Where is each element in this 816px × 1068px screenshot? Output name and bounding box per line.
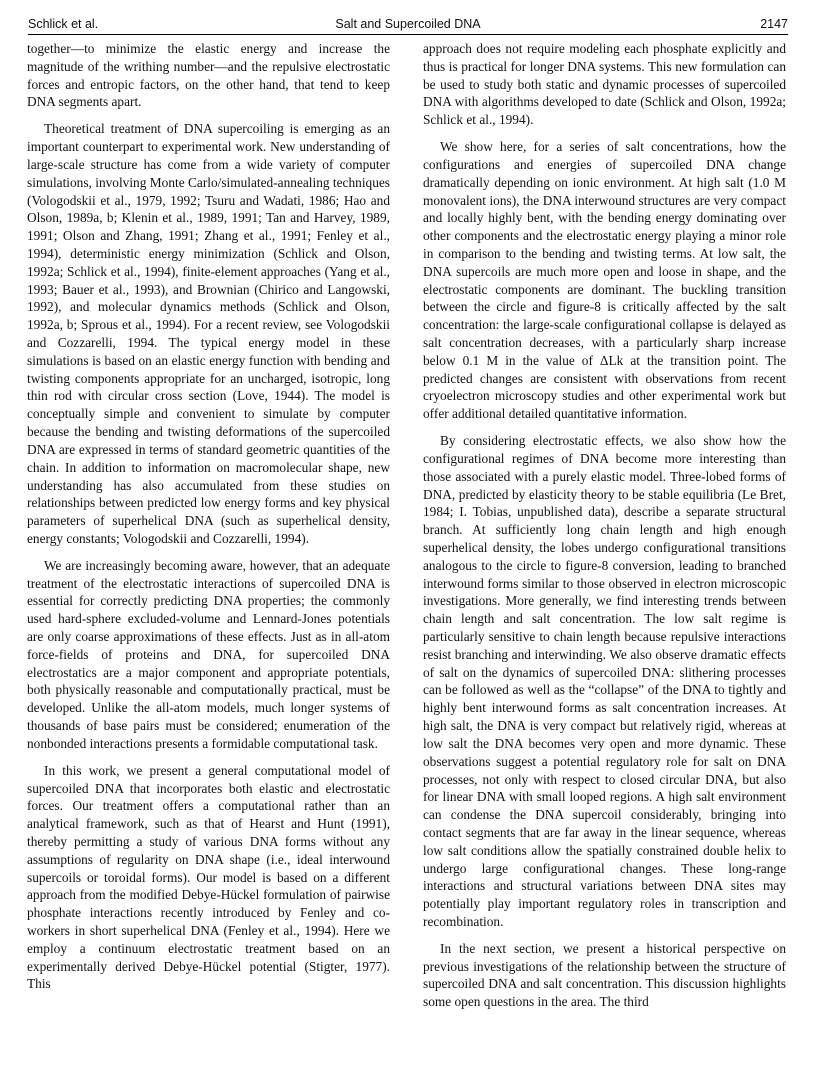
header-authors: Schlick et al. [28,17,99,31]
paragraph: In this work, we present a general computational model of supercoiled DNA that incorporates both elastic and electrostatic forces. Our treatment offers a computational rather than an analytical framework, such as that of Hearst and Hunt (1991), thereby permitting a study of various DNA forms without any assumptions of regularity on DNA shape (i.e., ideal interwound supercoils or toroidal forms). Our model is based on a different approach from the modified Debye-Hückel formulation of pairwise phosphate interactions recently introduced by Fenley and co-workers in short superhelical DNA (Fenley et al., 1994). Here we employ a continuum electrostatic treatment based on an experimentally derived Debye-Hückel potential (Stigter, 1977). This [27,762,390,992]
paragraph: together—to minimize the elastic energy and increase the magnitude of the writhing number—and the repulsive electrostatic forces and entropic factors, on the other hand, that tend to keep DNA segments apart. [27,41,390,110]
right-column [423,40,786,1020]
left-column [27,40,390,1002]
paragraph: In the next section, we present a historical perspective on previous investigations of the relationship between the structure of supercoiled DNA and salt concentration. This discussion highlights some open questions in the area. The third [423,940,786,1010]
paragraph: We show here, for a series of salt concentrations, how the configurations and energies of supercoiled DNA change dramatically depending on ionic environment. At high salt (1.0 M monovalent ions), the DNA interwound structures are very compact and locally highly bent, with the bending energy dominating over other components and the electrostatic energy playing a minor role in comparison to the bending and twisting terms. At low salt, the DNA supercoils are much more open and loose in shape, and the electrostatic components are dominant. The buckling transition between the circle and figure-8 is critically affected by the salt concentration: the large-scale configurational collapse is delayed as salt concentration decreases, with a particularly sharp increase below 0.1 M in the value of ΔLk at the transition point. The predicted changes are consistent with observations from recent cryoelectron microscopy studies and other experimental work but offer additional detailed quantitative information. [423,139,786,422]
page-number: 2147 [760,17,788,31]
header-title: Salt and Supercoiled DNA [335,17,481,31]
paragraph: We are increasingly becoming aware, however, that an adequate treatment of the electrostatic interactions of supercoiled DNA is essential for correctly predicting DNA properties; the commonly used hard-sphere excluded-volume and Lennard-Jones potentials are only coarse approximations of these effects. Just as in all-atom force-fields of proteins and DNA, for supercoiled DNA electrostatics are a major component and appropriate potentials, both physically reasonable and computationally practical, must be developed. Unlike the all-atom models, much longer systems of thousands of base pairs must be considered; enumeration of the nonbonded interactions presents a formidable computational task. [27,557,390,751]
paragraph: By considering electrostatic effects, we also show how the configurational regimes of DNA become more interesting than those associated with a purely elastic model. Three-lobed forms of DNA, predicted by elasticity theory to be stable equilibria (Le Bret, 1984; I. Tobias, unpublished data), describe a separate structural branch. At sufficiently long chain length and high enough superhelical density, the lobes undergo configurational transitions analogous to the circle to figure-8 conversion, leading to branched interwound forms similar to those observed in electron microscopic investigations. More generally, we find interesting trends between chain length and salt concentration. The low salt regime is particularly sensitive to chain length because repulsive interactions resist branching and interwinding. We also observe dramatic effects of salt on the dynamics of supercoiled DNA: slithering processes can be followed as well as the “collapse” of the DNA to tightly and highly bent interwound forms as salt concentration increases. At high salt, the DNA is very compact but relatively rigid, whereas at low salt the DNA becomes very open and more dynamic. These observations suggest a potential regulatory role for salt on DNA processes, not only with respect to closed circular DNA, but also for linear DNA with small looped regions. A high salt environment can condense the DNA supercoil considerably, bringing into contact segments that are far away in the linear sequence, whereas low salt conditions allow the spatially constrained double helix to undergo large configurational changes. These long-range interactions and structural variations between DNA sites may potentially play important regulatory roles in transcription and recombination. [423,433,786,929]
running-header [28,14,788,35]
paragraph: Theoretical treatment of DNA supercoiling is emerging as an important counterpart to experimental work. New understanding of large-scale structure has come from a wide variety of computer simulations, involving Monte Carlo/simulated-annealing techniques (Vologodskii et al., 1979, 1992; Tsuru and Wadati, 1986; Hao and Olson, 1989a, b; Klenin et al., 1989, 1991; Tan and Harvey, 1989, 1991; Olson and Zhang, 1991; Zhang et al., 1991; Fenley et al., 1994), deterministic energy minimization (Schlick and Olson, 1992a; Schlick et al., 1994), finite-element approaches (Yang et al., 1993; Bauer et al., 1993), and Brownian (Chirico and Langowski, 1992), and molecular dynamics methods (Schlick and Olson, 1992a, b; Sprous et al., 1994). For a recent review, see Vologodskii and Cozzarelli, 1994. The typical energy model in these simulations is based on an elastic energy function with bending and twisting components appropriate for an uncharged, isotropic, long thin rod with circular cross section (Love, 1944). The model is conceptually simple and convenient to simulate by computer because the bending and twisting deformations of the supercoiled DNA are expressed in terms of standard geometric quantities of the chain. In addition to information on macromolecular shape, new understanding has also accumulated from these studies on relationships between predicted low energy forms and key physical parameters of superhelical DNA (such as superhelical density, energy constants; Vologodskii and Cozzarelli, 1994). [27,121,390,546]
paragraph: approach does not require modeling each phosphate explicitly and thus is practical for longer DNA systems. This new formulation can be used to study both static and dynamic processes of supercoiled DNA with algorithms developed to date (Schlick and Olson, 1992a; Schlick et al., 1994). [423,41,786,128]
